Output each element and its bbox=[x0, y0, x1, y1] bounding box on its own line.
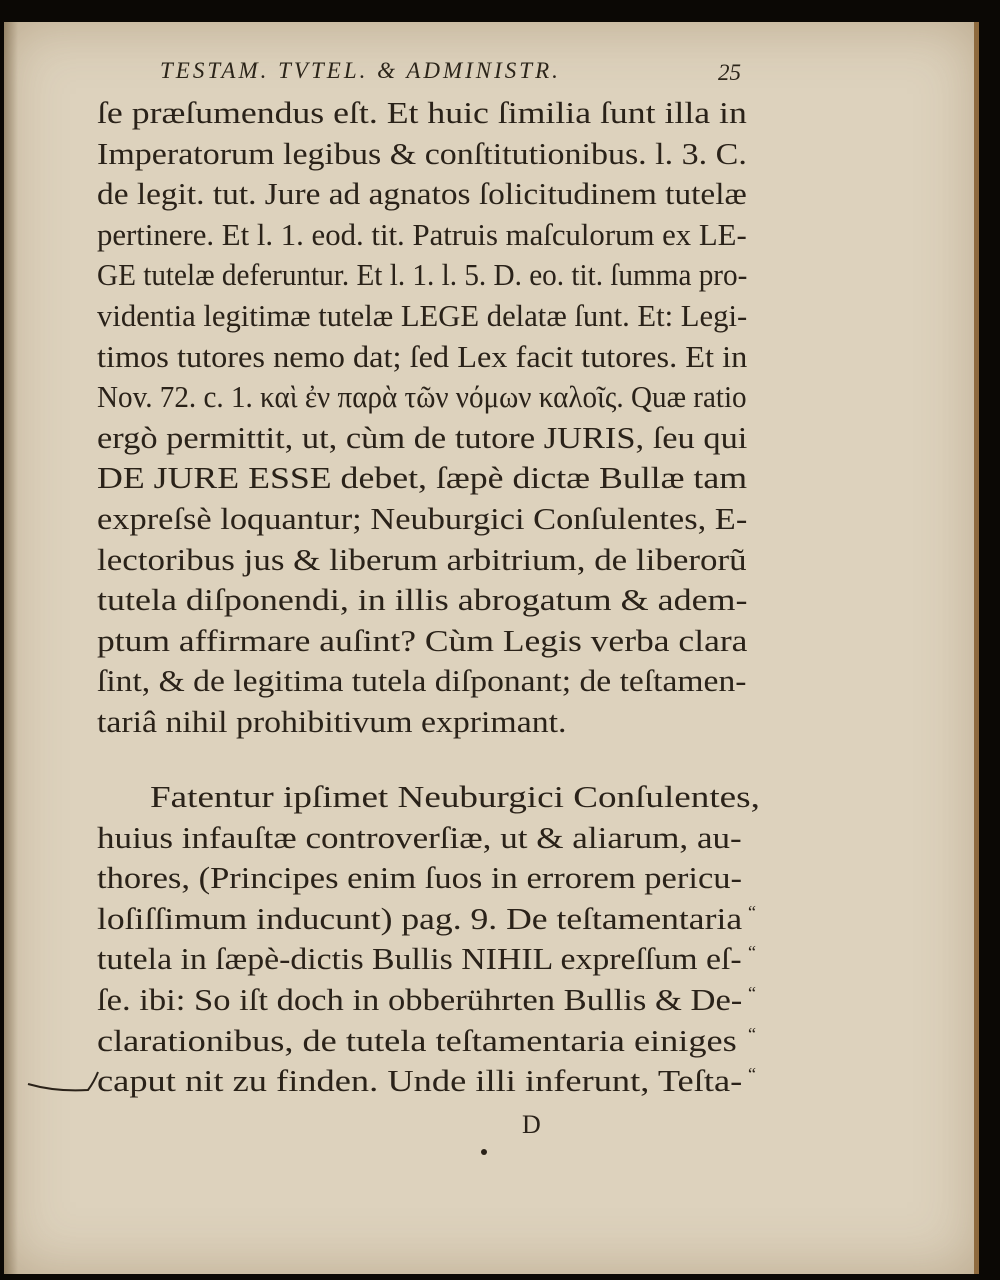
document-page bbox=[4, 22, 979, 1274]
ink-mark-icon bbox=[26, 1070, 116, 1100]
text-line: DE JURE ESSE debet, ſæpè dictæ Bullæ tam bbox=[97, 461, 748, 496]
text-line: ptum affirmare auſint? Cùm Legis verba clara bbox=[97, 623, 748, 658]
text-line: de legit. tut. Jure ad agnatos ſolicitudinem tutelæ bbox=[97, 177, 747, 212]
text-line: ſe. ibi: So iſt doch in obberührten Bullis & De- bbox=[97, 983, 743, 1017]
text-line: ſe præſumendus eſt. Et huic ſimilia ſunt illa in bbox=[97, 96, 747, 130]
text-line: huius infauſtæ controverſiæ, ut & aliarum, au- bbox=[97, 820, 742, 855]
signature-mark: D bbox=[522, 1110, 541, 1139]
ink-dot bbox=[481, 1149, 487, 1155]
quote-mark: “ bbox=[748, 983, 756, 1003]
text-line: GE tutelæ deferuntur. Et l. 1. l. 5. D. eo. tit. ſumma pro- bbox=[97, 258, 748, 293]
quote-mark: “ bbox=[748, 1023, 756, 1044]
text-line: tutela diſponendi, in illis abrogatum & adem- bbox=[97, 583, 748, 618]
page-gutter-shadow bbox=[4, 22, 18, 1274]
quote-mark: “ bbox=[748, 942, 756, 963]
text-line: loſiſſimum inducunt) pag. 9. De teſtamentaria bbox=[97, 901, 743, 936]
quote-mark: “ bbox=[748, 901, 756, 922]
page-edge bbox=[974, 22, 979, 1274]
text-line: lectoribus jus & liberum arbitrium, de liberorũ bbox=[97, 542, 747, 577]
text-line: videntia legitimæ tutelæ LEGE delatæ ſunt. Et: Legi- bbox=[97, 299, 748, 333]
text-line: timos tutores nemo dat; ſed Lex facit tutores. Et in bbox=[97, 339, 748, 374]
text-line: clarationibus, de tutela teſtamentaria einiges bbox=[97, 1023, 737, 1058]
running-title: TESTAM. TVTEL. & ADMINISTR. bbox=[160, 58, 561, 83]
quote-mark: “ bbox=[748, 1064, 756, 1085]
text-line: ergò permittit, ut, cùm de tutore JURIS, ſeu qui bbox=[97, 420, 748, 455]
text-line: tariâ nihil prohibitivum exprimant. bbox=[97, 705, 567, 739]
text-line: thores, (Principes enim ſuos in errorem pericu- bbox=[97, 861, 743, 896]
text-line: Fatentur ipſimet Neuburgici Conſulentes, bbox=[150, 780, 760, 814]
text-line: ſint, & de legitima tutela diſponant; de teſtamen- bbox=[97, 664, 747, 699]
text-line: tutela in ſæpè-dictis Bullis NIHIL expreſſum eſ- bbox=[97, 942, 742, 977]
text-line: pertinere. Et l. 1. eod. tit. Patruis maſculorum ex LE- bbox=[97, 217, 747, 252]
page-number: 25 bbox=[718, 60, 741, 85]
text-line: expreſsè loquantur; Neuburgici Conſulentes, E- bbox=[97, 502, 748, 536]
text-line: Imperatorum legibus & conſtitutionibus. l. 3. C. bbox=[97, 136, 747, 171]
text-line: Nov. 72. c. 1. καὶ ἐν παρὰ τῶν νόμων καλοῖς. Quæ ratio bbox=[97, 380, 747, 415]
text-line: caput nit zu finden. Unde illi inferunt, Teſta- bbox=[97, 1064, 743, 1099]
